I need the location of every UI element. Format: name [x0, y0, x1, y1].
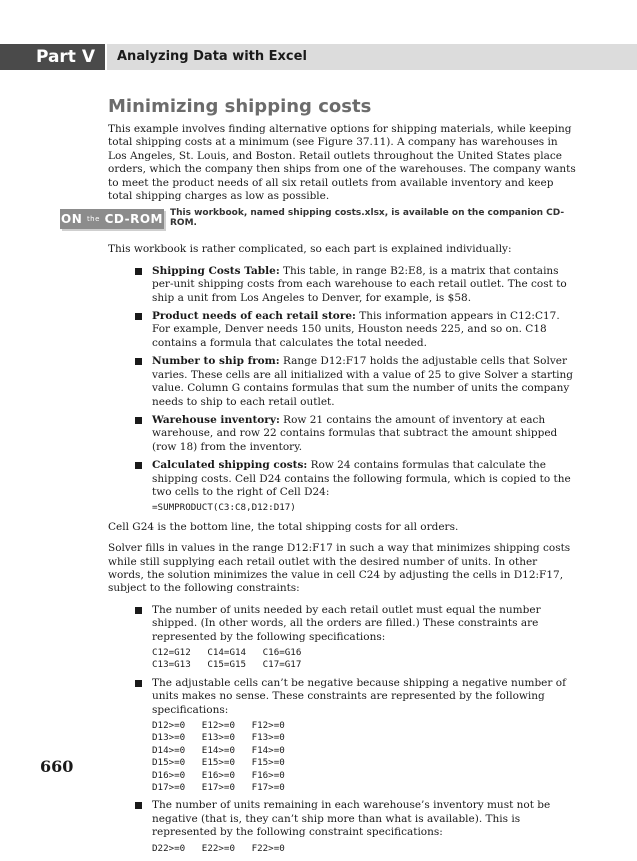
list-item: [108, 604, 576, 672]
item-text: This information appears in C12:C17. For example, Denver needs 150 units, Houston needs 225, and so on. C18 contains a formula that calculates the total needed.: [152, 310, 560, 349]
explain-intro: This workbook is rather complicated, so each part is explained individually:: [108, 243, 512, 256]
list-item: [108, 414, 576, 454]
cdrom-badge-on: ON: [61, 212, 83, 227]
intro-paragraph: This example involves finding alternative options for shipping materials, while keeping total shipping costs at a minimum (see Figure 37.11). A company has warehouses in Los Angeles, St. Louis, and Boston. Retail outlets throughout the United States place orders, which the company then ships from one of the warehouses. The company wants to meet the product needs of all six retail outlets from available inventory and keep total shipping charges as low as possible.: [108, 123, 576, 203]
item-term: Number to ship from:: [152, 355, 280, 368]
part-label: Part V: [0, 44, 105, 70]
header-bar: [107, 44, 637, 70]
cdrom-badge-cdrom: CD-ROM: [104, 212, 163, 227]
solver-paragraph: Solver fills in values in the range D12:F17 in such a way that minimizes shipping costs while still supplying each retail outlet with the desired number of units. In other words, the solution minimizes the value in cell C24 by adjusting the cells in D12:F17, subject to the following constraints:: [108, 542, 571, 595]
bullet-icon: [135, 462, 142, 469]
bullet-icon: [135, 802, 142, 809]
bullet-icon: [135, 417, 142, 424]
constraint-code: C12=G12 C14=G14 C16=G16 C13=G13 C15=G15 C17=G17: [152, 647, 302, 671]
list-item: [108, 799, 576, 855]
list-item: [108, 265, 576, 305]
section-title: Minimizing shipping costs: [108, 96, 372, 117]
bullet-icon: [135, 313, 142, 320]
constraint-code: D22>=0 E22>=0 F22>=0: [152, 842, 285, 854]
item-term: Shipping Costs Table:: [152, 264, 280, 277]
page-content: [61, 96, 576, 861]
constraint-text: The adjustable cells can’t be negative because shipping a negative number of units makes no sense. These constraints are represented by the following specifications:: [152, 676, 566, 716]
item-text: Row 21 contains the amount of inventory at each warehouse, and row 22 contains formulas that subtract the amount shipped (row 18) from the inventory.: [152, 413, 558, 453]
cdrom-callout: [60, 209, 576, 231]
constraints-list: [108, 604, 576, 855]
bullet-icon: [135, 680, 142, 687]
bullet-icon: [135, 358, 142, 365]
page-number: 660: [40, 757, 74, 776]
bullet-icon: [135, 607, 142, 614]
cdrom-note: This workbook, named shipping costs.xlsx, is available on the companion CD-ROM.: [170, 208, 565, 229]
page-header: [0, 44, 637, 70]
cdrom-badge-the: the: [86, 215, 100, 224]
item-term: Product needs of each retail store:: [152, 310, 356, 323]
workbook-parts-list: [108, 265, 576, 515]
constraint-code: D12>=0 E12>=0 F12>=0 D13>=0 E13>=0 F13>=0 D14>=0 E14>=0 F14>=0 D15>=0 E15>=0 F15>=0 D16>=0 E16>=0 F16>=0 D17>=0 E17>=0 F17>=0: [152, 720, 285, 794]
constraint-text: The number of units remaining in each warehouse’s inventory must not be negative (that is, they can’t ship more than what is available). This is represented by the following constraint specifications:: [152, 799, 551, 839]
item-text: Row 24 contains formulas that calculate the shipping costs. Cell D24 contains the following formula, which is copied to the two cells to the right of Cell D24:: [152, 459, 571, 498]
list-item: [108, 677, 576, 795]
formula-code: =SUMPRODUCT(C3:C8,D12:D17): [152, 502, 296, 514]
item-text: Range D12:F17 holds the adjustable cells that Solver varies. These cells are all initialized with a value of 25 to give Solver a starting value. Column G contains formulas that sum the number of units the company needs to ship to each retail outlet.: [152, 355, 574, 408]
chapter-title: Analyzing Data with Excel: [117, 49, 307, 64]
item-term: Warehouse inventory:: [152, 413, 280, 426]
list-item: [108, 310, 576, 350]
constraint-text: The number of units needed by each retail outlet must equal the number shipped. (In other words, all the orders are filled.) These constraints are represented by the following specifications:: [152, 603, 541, 643]
bullet-icon: [135, 268, 142, 275]
g24-note: Cell G24 is the bottom line, the total shipping costs for all orders.: [108, 520, 459, 533]
cdrom-icon: [60, 209, 164, 229]
item-text: This table, in range B2:E8, is a matrix that contains per-unit shipping costs from each warehouse to each retail outlet. The cost to ship a unit from Los Angeles to Denver, for example, is $58.: [152, 264, 567, 304]
item-term: Calculated shipping costs:: [152, 459, 308, 472]
list-item: [108, 459, 576, 515]
list-item: [108, 355, 576, 409]
